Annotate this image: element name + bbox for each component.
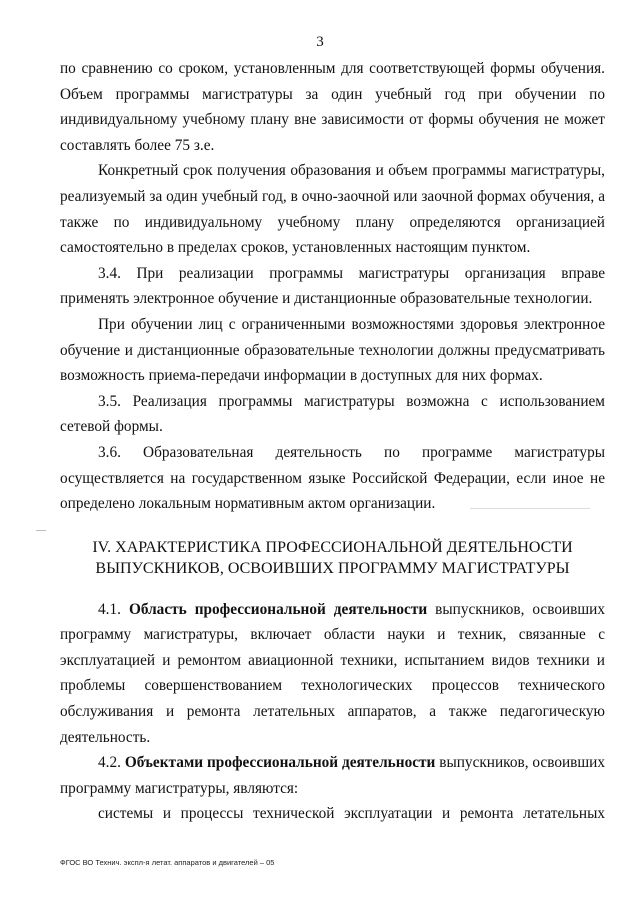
- page-body: [60, 56, 605, 827]
- section-heading-line-2: ВЫПУСКНИКОВ, ОСВОИВШИХ ПРОГРАММУ МАГИСТРАТУРЫ: [95, 559, 570, 577]
- paragraph-last-line: системы и процессы технической эксплуатации и ремонта летательных: [98, 805, 605, 823]
- paragraph-continuation: по сравнению со сроком, установленным для соответствующей формы обучения. Объем программы магистратуры за один учебный год при обучении по индивидуальному учебному плану вне зависимости от формы обучения не может составлять более 75 з.е.: [60, 60, 605, 154]
- clause-4-2: [60, 750, 605, 801]
- scan-artifact: [470, 508, 590, 509]
- paragraph-disabled-learners: При обучении лиц с ограниченными возможностями здоровья электронное обучение и дистанционные образовательные технологии должны предусматривать возможность приема-передачи информации в доступных для них формах.: [60, 315, 605, 385]
- section-heading-line-1: IV. ХАРАКТЕРИСТИКА ПРОФЕССИОНАЛЬНОЙ ДЕЯТЕЛЬНОСТИ: [92, 538, 573, 556]
- clause-4-1-term: Область профессиональной деятельности: [128, 600, 428, 618]
- paragraph-3-5: 3.5. Реализация программы магистратуры возможна с использованием сетевой формы.: [60, 392, 605, 436]
- clause-4-2-term: Объектами профессиональной деятельности: [124, 754, 436, 772]
- section-heading: [60, 537, 605, 579]
- paragraph-3-6: 3.6. Образовательная деятельность по программе магистратуры осуществляется на государственном языке Российской Федерации, если иное не определено локальным нормативным актом организации.: [60, 443, 605, 513]
- clause-4-2-number: 4.2.: [98, 754, 121, 772]
- scan-artifact: [36, 530, 46, 531]
- clause-4-1-number: 4.1.: [98, 600, 121, 618]
- page-footer: ФГОС ВО Технич. экспл-я летат. аппаратов и двигателей – 05: [60, 858, 275, 867]
- clause-4-1: [60, 597, 605, 751]
- clause-4-1-text: выпускников, освоивших программу магистратуры, включает области науки и техник, связанные с эксплуатацией и ремонтом авиационной техники, испытанием видов техники и проблемы совершенствованием технологических процессов технического обслуживания и ремонта летательных аппаратов, а также педагогическую деятельность.: [60, 600, 605, 746]
- paragraph-duration: Конкретный срок получения образования и объем программы магистратуры, реализуемый за один учебный год, в очно-заочной или заочной формах обучения, а также по индивидуальному учебному плану определяются организацией самостоятельно в пределах сроков, установленных настоящим пунктом.: [60, 162, 605, 257]
- clause-4-2-text: выпускников, освоивших программу магистратуры, являются:: [60, 754, 606, 797]
- paragraph-3-4: 3.4. При реализации программы магистратуры организация вправе применять электронное обучение и дистанционные образовательные технологии.: [60, 264, 605, 308]
- page-number: 3: [316, 34, 324, 50]
